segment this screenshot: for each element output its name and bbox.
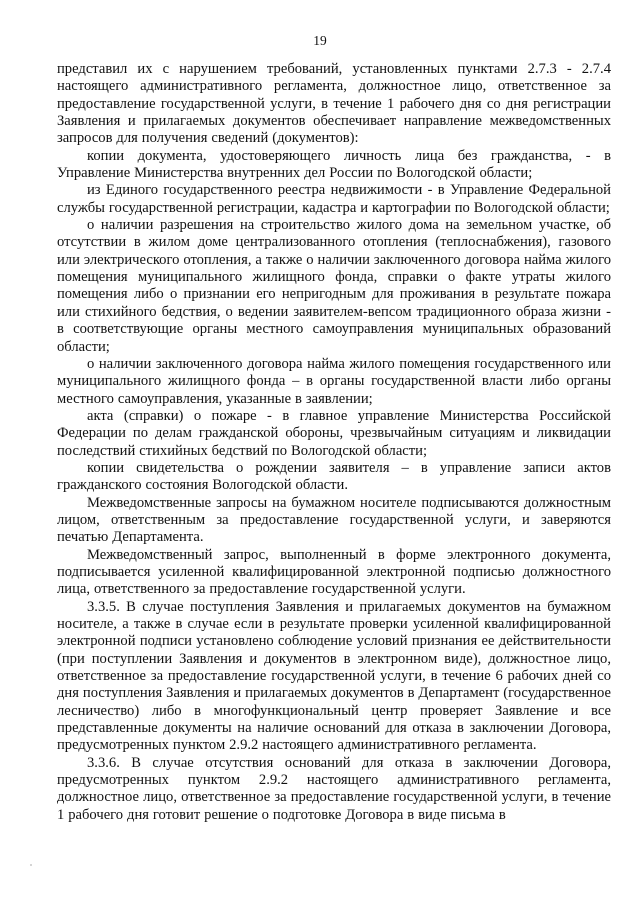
paragraph-request-birth-certificate: копии свидетельства о рождении заявителя – в управление записи актов гражданского состояния Вологодской области. [57,459,611,494]
paragraph-request-real-estate-registry: из Единого государственного реестра недвижимости - в Управление Федеральной службы государственной регистрации, кадастра и картографии по Вологодской области; [57,182,611,216]
paragraph-request-identity-document: копии документа, удостоверяющего личность лица без гражданства, - в Управление Министерства внутренних дел России по Вологодской области; [57,147,611,182]
page-number: 19 [313,33,327,48]
paragraph-section-3-3-5: 3.3.5. В случае поступления Заявления и прилагаемых документов на бумажном носителе, а также в случае если в результате проверки усиленной квалифицированной электронной подписи установлено соблюдение условий признания ее действительности (при поступлении Заявления и документов в электронном виде), должностное лицо, ответственное за предоставление государственной услуги, в течение 6 рабочих дней со дня поступления Заявления и прилагаемых документов в Департамент (государственное лесничество) либо в многофункциональный центр проверяет Заявление и все представленные документы на наличие оснований для отказа в заключении Договора, предусмотренных пунктом 2.9.2 настоящего административного регламента. [57,598,612,754]
paragraph-request-fire-report: акта (справки) о пожаре - в главное управление Министерства Российской Федерации по делам гражданской обороны, чрезвычайным ситуациям и ликвидации последствий стихийных бедствий по Вологодской области; [57,407,611,459]
scan-artifact-dot [30,864,32,866]
paragraph-request-local-authorities: о наличии разрешения на строительство жилого дома на земельном участке, об отсутствии в жилом доме централизованного отопления (теплоснабжения), газового или электрического отопления, а также о наличии заключенного договора найма жилого помещения муниципального жилищного фонда, справки о факте утраты жилого помещения либо о признании его непригодным для проживания в результате пожара или стихийного бедствия, о ведении заявителем-вепсом традиционного образа жизни - в соответствующие органы местного самоуправления муниципальных образований области; [57,217,611,355]
paragraph-continuation: представил их с нарушением требований, установленных пунктами 2.7.3 - 2.7.4 настоящего административного регламента, должностное лицо, ответственное за предоставление государственной услуги, в течение 1 рабочего дня со дня регистрации Заявления и прилагаемых документов обеспечивает направление межведомственных запросов для получения сведений (документов): [57,61,611,147]
paragraph-electronic-requests: Межведомственный запрос, выполненный в форме электронного документа, подписывается усиленной квалифицированной электронной подписью должностного лица, ответственного за предоставление государственной услуги. [57,546,611,598]
document-body [57,61,611,824]
paragraph-paper-requests: Межведомственные запросы на бумажном носителе подписываются должностным лицом, ответственным за предоставление государственной услуги, и заверяются печатью Департамента. [57,494,611,546]
paragraph-request-lease-agreement: о наличии заключенного договора найма жилого помещения государственного или муниципального жилищного фонда – в органы государственной власти либо органы местного самоуправления, указанные в заявлении; [57,355,611,407]
paragraph-section-3-3-6: 3.3.6. В случае отсутствия оснований для отказа в заключении Договора, предусмотренных пунктом 2.9.2 настоящего административного регламента, должностное лицо, ответственное за предоставление государственной услуги, в течение 1 рабочего дня готовит решение о подготовке Договора в виде письма в [57,754,611,823]
